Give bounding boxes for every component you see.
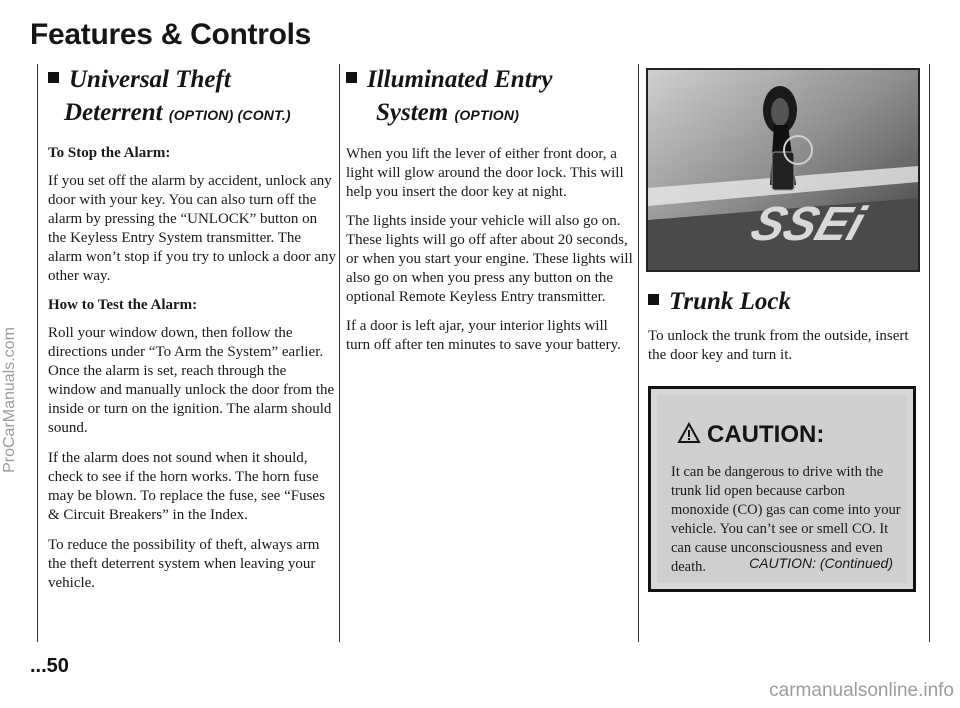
page-title: Features & Controls — [30, 18, 312, 51]
column-divider — [339, 64, 340, 642]
warning-triangle-icon — [677, 422, 701, 444]
subheading-test-alarm: How to Test the Alarm: — [48, 297, 198, 313]
section-heading — [48, 64, 338, 95]
column-divider — [929, 64, 930, 642]
column-divider — [638, 64, 639, 642]
heading-line2: System — [376, 99, 449, 126]
side-watermark — [0, 0, 22, 708]
bullet-square — [346, 72, 357, 83]
section-trunk-lock — [648, 286, 924, 365]
caution-continued: CAUTION: (Continued) — [749, 555, 893, 571]
caution-heading — [677, 421, 824, 449]
section-heading — [648, 286, 924, 317]
footer-watermark: carmanualsonline.info — [769, 680, 954, 701]
section-heading-line2 — [64, 97, 338, 131]
side-watermark-text: ProCarManuals.com — [1, 327, 18, 473]
section-heading — [346, 64, 634, 95]
paragraph: If a door is left ajar, your interior lights will turn off after ten minutes to save your battery. — [346, 318, 621, 353]
heading-line1: Illuminated Entry — [367, 66, 553, 93]
paragraph: To reduce the possibility of theft, always arm the theft deterrent system when leaving your vehicle. — [48, 537, 320, 591]
heading-tag: (OPTION) (CONT.) — [168, 107, 291, 123]
section-universal-theft-deterrent — [48, 64, 338, 593]
heading-line1: Trunk Lock — [669, 288, 791, 315]
paragraph: To unlock the trunk from the outside, insert the door key and turn it. — [648, 328, 909, 363]
section-illuminated-entry — [346, 64, 634, 355]
heading-line1: Universal Theft — [69, 66, 231, 93]
heading-tag: (OPTION) — [454, 107, 520, 123]
bullet-square — [48, 72, 59, 83]
bullet-square — [648, 294, 659, 305]
heading-line2: Deterrent — [64, 99, 163, 126]
paragraph: Roll your window down, then follow the directions under “To Arm the System” earlier. Once the alarm is set, reach through the window and manually unlock the door from the inside or turn on the ignition. The alarm should sound. — [48, 325, 335, 436]
paragraph: If you set off the alarm by accident, unlock any door with your key. You can also turn off the alarm by pressing the “UNLOCK” button on the Keyless Entry System transmitter. The alarm won’t stop if you try to unlock a door any other way. — [48, 173, 337, 284]
photo-badge: SSEi — [744, 197, 872, 251]
caution-box — [648, 386, 916, 592]
caution-text: It can be dangerous to drive with the trunk lid open because carbon monoxide (CO) gas can come into your vehicle. You can’t see or smell CO. It can cause unconsciousness and even death. — [671, 464, 901, 575]
paragraph: The lights inside your vehicle will also go on. These lights will go off after about 20 seconds, or when you start your engine. These lights will also go on when you press any button on the optional Remote Keyless Entry transmitter. — [346, 213, 633, 305]
paragraph: When you lift the lever of either front door, a light will glow around the door lock. This will help you insert the door key at night. — [346, 146, 624, 200]
trunk-lock-photo — [646, 68, 920, 272]
subheading-stop-alarm: To Stop the Alarm: — [48, 145, 171, 161]
caution-panel — [657, 395, 907, 583]
paragraph: If the alarm does not sound when it should, check to see if the horn works. The horn fuse may be blown. To replace the fuse, see “Fuses & Circuit Breakers” in the Index. — [48, 450, 325, 523]
trunk-key-illustration — [648, 70, 918, 270]
page-number: ...50 — [30, 655, 69, 677]
section-heading-line2 — [376, 97, 634, 131]
column-divider — [37, 64, 38, 642]
caution-title: CAUTION: — [707, 421, 825, 448]
